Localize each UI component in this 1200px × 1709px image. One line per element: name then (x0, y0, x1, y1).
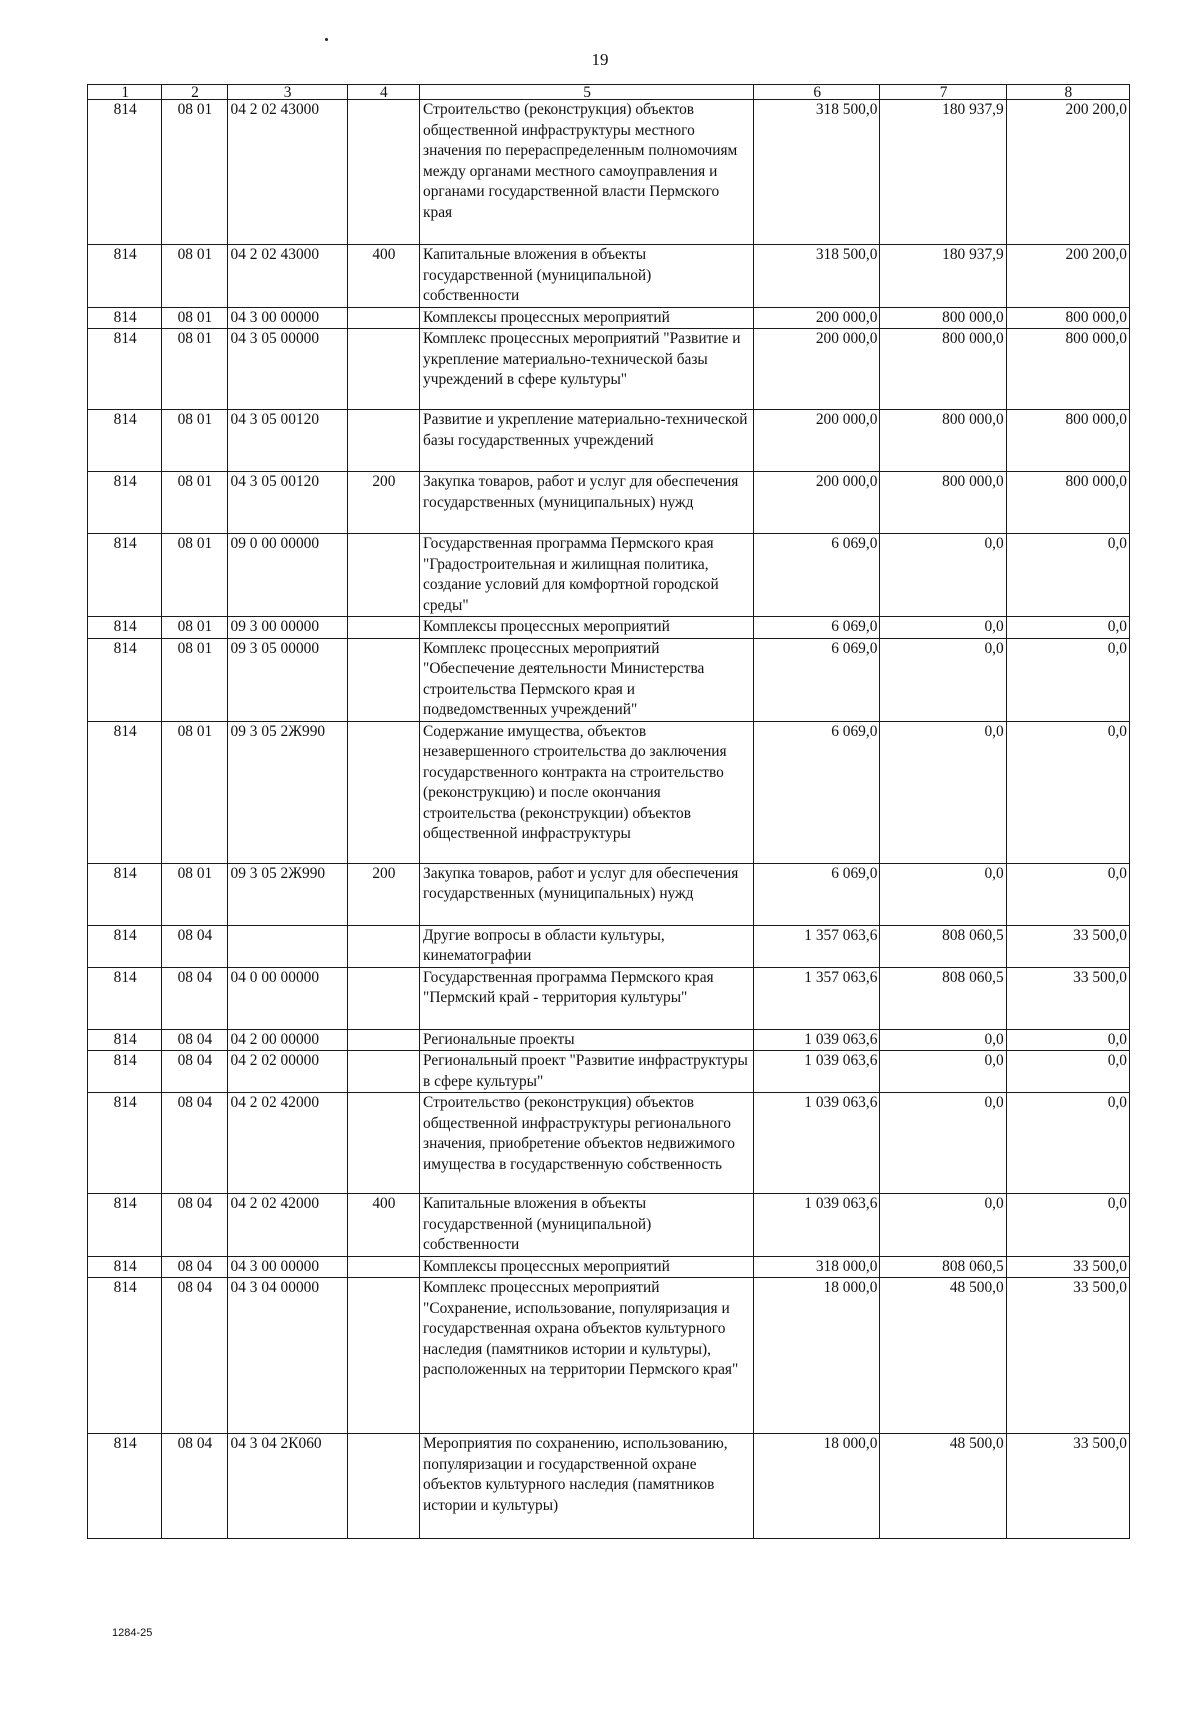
table-row (88, 863, 1130, 925)
header-col-2: 2 (162, 85, 227, 100)
cell-target-article: 04 3 00 00000 (227, 1256, 347, 1278)
cell-amount-2025: 6 069,0 (754, 534, 880, 617)
cell-target-article: 04 0 00 00000 (227, 967, 347, 1029)
table-row (88, 307, 1130, 329)
cell-expense-type (347, 1256, 419, 1278)
cell-target-article (227, 925, 347, 967)
cell-expense-type (347, 967, 419, 1029)
table-row (88, 329, 1130, 410)
cell-amount-2025: 18 000,0 (754, 1278, 880, 1434)
cell-target-article: 04 2 02 43000 (227, 100, 347, 245)
cell-item-name: Закупка товаров, работ и услуг для обеспечения государственных (муниципальных) нужд (420, 863, 754, 925)
cell-amount-2027: 200 200,0 (1006, 245, 1129, 308)
cell-admin-code: 814 (88, 863, 162, 925)
cell-item-name: Строительство (реконструкция) объектов общественной инфраструктуры местного значения по перераспределенным полномочиям между органами местного самоуправления и органами государственной власти Пермского края (420, 100, 754, 245)
cell-amount-2027: 0,0 (1006, 863, 1129, 925)
cell-admin-code: 814 (88, 721, 162, 863)
cell-amount-2025: 6 069,0 (754, 617, 880, 639)
cell-item-name: Другие вопросы в области культуры, кинематографии (420, 925, 754, 967)
cell-section-code: 08 04 (162, 1278, 227, 1434)
cell-section-code: 08 01 (162, 329, 227, 410)
document-code: 1284-25 (112, 1627, 153, 1639)
cell-item-name: Строительство (реконструкция) объектов общественной инфраструктуры регионального значения, приобретение объектов недвижимого имущества в государственную собственность (420, 1093, 754, 1194)
table-row (88, 638, 1130, 721)
cell-amount-2026: 808 060,5 (880, 967, 1006, 1029)
cell-admin-code: 814 (88, 1434, 162, 1539)
cell-amount-2027: 33 500,0 (1006, 1278, 1129, 1434)
cell-amount-2026: 0,0 (880, 534, 1006, 617)
cell-admin-code: 814 (88, 617, 162, 639)
cell-amount-2027: 200 200,0 (1006, 100, 1129, 245)
table-row (88, 1434, 1130, 1539)
cell-item-name: Комплекс процессных мероприятий "Обеспечение деятельности Министерства строительства Пермского края и подведомственных учреждений" (420, 638, 754, 721)
cell-item-name: Государственная программа Пермского края "Пермский край - территория культуры" (420, 967, 754, 1029)
cell-expense-type (347, 617, 419, 639)
cell-section-code: 08 01 (162, 472, 227, 534)
cell-target-article: 04 2 02 00000 (227, 1051, 347, 1093)
header-col-7: 7 (880, 85, 1006, 100)
cell-section-code: 08 04 (162, 1256, 227, 1278)
cell-expense-type (347, 638, 419, 721)
cell-item-name: Комплекс процессных мероприятий "Развитие и укрепление материально-технической базы учреждений в сфере культуры" (420, 329, 754, 410)
header-col-1: 1 (88, 85, 162, 100)
cell-item-name: Комплексы процессных мероприятий (420, 1256, 754, 1278)
cell-target-article: 09 0 00 00000 (227, 534, 347, 617)
header-col-3: 3 (227, 85, 347, 100)
cell-section-code: 08 01 (162, 307, 227, 329)
cell-expense-type: 400 (347, 245, 419, 308)
cell-expense-type (347, 1051, 419, 1093)
cell-amount-2025: 1 039 063,6 (754, 1093, 880, 1194)
cell-amount-2025: 1 039 063,6 (754, 1194, 880, 1257)
cell-amount-2026: 0,0 (880, 863, 1006, 925)
cell-expense-type (347, 1278, 419, 1434)
cell-amount-2026: 800 000,0 (880, 472, 1006, 534)
cell-admin-code: 814 (88, 967, 162, 1029)
cell-admin-code: 814 (88, 1256, 162, 1278)
cell-amount-2025: 200 000,0 (754, 410, 880, 472)
cell-amount-2027: 0,0 (1006, 1093, 1129, 1194)
cell-item-name: Комплексы процессных мероприятий (420, 617, 754, 639)
table-row (88, 1029, 1130, 1051)
cell-amount-2026: 0,0 (880, 1093, 1006, 1194)
cell-target-article: 04 3 05 00000 (227, 329, 347, 410)
cell-section-code: 08 01 (162, 638, 227, 721)
table-row (88, 967, 1130, 1029)
table-row (88, 925, 1130, 967)
cell-amount-2025: 318 500,0 (754, 100, 880, 245)
cell-section-code: 08 04 (162, 1093, 227, 1194)
cell-amount-2026: 808 060,5 (880, 925, 1006, 967)
cell-amount-2026: 800 000,0 (880, 307, 1006, 329)
header-col-8: 8 (1006, 85, 1129, 100)
cell-item-name: Региональный проект "Развитие инфраструктуры в сфере культуры" (420, 1051, 754, 1093)
cell-expense-type (347, 307, 419, 329)
table-row (88, 472, 1130, 534)
table-header-row (88, 85, 1130, 100)
cell-target-article: 04 3 05 00120 (227, 410, 347, 472)
cell-admin-code: 814 (88, 410, 162, 472)
table-row (88, 617, 1130, 639)
cell-amount-2026: 0,0 (880, 617, 1006, 639)
cell-amount-2026: 800 000,0 (880, 329, 1006, 410)
cell-target-article: 09 3 05 00000 (227, 638, 347, 721)
cell-amount-2025: 1 039 063,6 (754, 1051, 880, 1093)
table-row (88, 534, 1130, 617)
cell-expense-type (347, 925, 419, 967)
cell-expense-type (347, 1029, 419, 1051)
cell-admin-code: 814 (88, 638, 162, 721)
cell-amount-2027: 800 000,0 (1006, 410, 1129, 472)
cell-expense-type: 200 (347, 472, 419, 534)
cell-amount-2027: 800 000,0 (1006, 307, 1129, 329)
cell-admin-code: 814 (88, 100, 162, 245)
cell-amount-2027: 33 500,0 (1006, 1434, 1129, 1539)
cell-amount-2027: 0,0 (1006, 721, 1129, 863)
cell-amount-2026: 48 500,0 (880, 1434, 1006, 1539)
cell-admin-code: 814 (88, 307, 162, 329)
cell-amount-2027: 0,0 (1006, 617, 1129, 639)
cell-target-article: 09 3 05 2Ж990 (227, 721, 347, 863)
cell-admin-code: 814 (88, 1029, 162, 1051)
header-col-6: 6 (754, 85, 880, 100)
cell-expense-type (347, 100, 419, 245)
table-row (88, 1278, 1130, 1434)
cell-expense-type (347, 410, 419, 472)
cell-section-code: 08 04 (162, 925, 227, 967)
cell-amount-2025: 200 000,0 (754, 472, 880, 534)
cell-amount-2027: 33 500,0 (1006, 1256, 1129, 1278)
cell-amount-2027: 800 000,0 (1006, 329, 1129, 410)
cell-item-name: Государственная программа Пермского края "Градостроительная и жилищная политика, создание условий для комфортной городской среды" (420, 534, 754, 617)
cell-item-name: Закупка товаров, работ и услуг для обеспечения государственных (муниципальных) нужд (420, 472, 754, 534)
cell-item-name: Мероприятия по сохранению, использованию, популяризации и государственной охране объектов культурного наследия (памятников истории и культуры) (420, 1434, 754, 1539)
cell-target-article: 04 2 02 42000 (227, 1093, 347, 1194)
cell-amount-2027: 0,0 (1006, 534, 1129, 617)
table-row (88, 1093, 1130, 1194)
cell-target-article: 04 3 04 00000 (227, 1278, 347, 1434)
cell-admin-code: 814 (88, 1194, 162, 1257)
cell-section-code: 08 04 (162, 967, 227, 1029)
table-row (88, 721, 1130, 863)
cell-amount-2026: 0,0 (880, 638, 1006, 721)
cell-target-article: 04 2 02 42000 (227, 1194, 347, 1257)
cell-item-name: Комплексы процессных мероприятий (420, 307, 754, 329)
table-row (88, 1051, 1130, 1093)
page-number: 19 (591, 50, 609, 69)
cell-amount-2025: 1 357 063,6 (754, 967, 880, 1029)
cell-item-name: Комплекс процессных мероприятий "Сохранение, использование, популяризация и государственная охрана объектов культурного наследия (памятников истории и культуры), расположенных на территории Пермского края" (420, 1278, 754, 1434)
cell-amount-2026: 0,0 (880, 721, 1006, 863)
cell-amount-2025: 1 039 063,6 (754, 1029, 880, 1051)
cell-section-code: 08 01 (162, 100, 227, 245)
cell-expense-type (347, 329, 419, 410)
cell-expense-type: 200 (347, 863, 419, 925)
cell-section-code: 08 01 (162, 410, 227, 472)
cell-item-name: Капитальные вложения в объекты государственной (муниципальной) собственности (420, 1194, 754, 1257)
cell-target-article: 04 3 04 2К060 (227, 1434, 347, 1539)
cell-target-article: 04 3 00 00000 (227, 307, 347, 329)
cell-item-name: Развитие и укрепление материально-технической базы государственных учреждений (420, 410, 754, 472)
cell-amount-2027: 0,0 (1006, 638, 1129, 721)
cell-amount-2027: 0,0 (1006, 1051, 1129, 1093)
cell-amount-2027: 33 500,0 (1006, 925, 1129, 967)
cell-target-article: 04 3 05 00120 (227, 472, 347, 534)
cell-target-article: 04 2 00 00000 (227, 1029, 347, 1051)
cell-amount-2025: 200 000,0 (754, 329, 880, 410)
cell-section-code: 08 04 (162, 1051, 227, 1093)
cell-admin-code: 814 (88, 1093, 162, 1194)
table-body (88, 100, 1130, 1539)
cell-amount-2026: 48 500,0 (880, 1278, 1006, 1434)
cell-amount-2026: 180 937,9 (880, 100, 1006, 245)
cell-target-article: 04 2 02 43000 (227, 245, 347, 308)
table-row (88, 245, 1130, 308)
table-row (88, 1194, 1130, 1257)
cell-amount-2026: 0,0 (880, 1029, 1006, 1051)
table-row (88, 410, 1130, 472)
cell-amount-2025: 18 000,0 (754, 1434, 880, 1539)
cell-amount-2025: 6 069,0 (754, 863, 880, 925)
cell-amount-2027: 0,0 (1006, 1194, 1129, 1257)
cell-amount-2027: 800 000,0 (1006, 472, 1129, 534)
header-col-4: 4 (347, 85, 419, 100)
cell-target-article: 09 3 00 00000 (227, 617, 347, 639)
cell-amount-2025: 6 069,0 (754, 638, 880, 721)
cell-expense-type (347, 1434, 419, 1539)
cell-expense-type: 400 (347, 1194, 419, 1257)
cell-section-code: 08 01 (162, 534, 227, 617)
cell-expense-type (347, 534, 419, 617)
cell-admin-code: 814 (88, 329, 162, 410)
cell-item-name: Капитальные вложения в объекты государственной (муниципальной) собственности (420, 245, 754, 308)
cell-amount-2027: 33 500,0 (1006, 967, 1129, 1029)
cell-admin-code: 814 (88, 472, 162, 534)
cell-admin-code: 814 (88, 534, 162, 617)
cell-amount-2026: 800 000,0 (880, 410, 1006, 472)
cell-expense-type (347, 721, 419, 863)
cell-expense-type (347, 1093, 419, 1194)
cell-section-code: 08 01 (162, 721, 227, 863)
cell-amount-2026: 808 060,5 (880, 1256, 1006, 1278)
header-col-5: 5 (420, 85, 754, 100)
table-row (88, 1256, 1130, 1278)
cell-item-name: Содержание имущества, объектов незавершенного строительства до заключения государственного контракта на строительство (реконструкцию) и после окончания строительства (реконструкции) объектов общественной инфраструктуры (420, 721, 754, 863)
scan-speck (325, 38, 328, 41)
cell-item-name: Региональные проекты (420, 1029, 754, 1051)
cell-amount-2026: 0,0 (880, 1051, 1006, 1093)
cell-admin-code: 814 (88, 1051, 162, 1093)
cell-amount-2025: 6 069,0 (754, 721, 880, 863)
cell-amount-2027: 0,0 (1006, 1029, 1129, 1051)
cell-section-code: 08 01 (162, 245, 227, 308)
cell-amount-2025: 318 500,0 (754, 245, 880, 308)
budget-table (87, 84, 1130, 1539)
cell-amount-2025: 318 000,0 (754, 1256, 880, 1278)
cell-target-article: 09 3 05 2Ж990 (227, 863, 347, 925)
cell-admin-code: 814 (88, 245, 162, 308)
table-row (88, 100, 1130, 245)
cell-section-code: 08 04 (162, 1029, 227, 1051)
cell-section-code: 08 04 (162, 1434, 227, 1539)
cell-section-code: 08 01 (162, 863, 227, 925)
cell-section-code: 08 01 (162, 617, 227, 639)
cell-section-code: 08 04 (162, 1194, 227, 1257)
cell-admin-code: 814 (88, 925, 162, 967)
cell-amount-2025: 200 000,0 (754, 307, 880, 329)
cell-amount-2025: 1 357 063,6 (754, 925, 880, 967)
cell-amount-2026: 180 937,9 (880, 245, 1006, 308)
cell-admin-code: 814 (88, 1278, 162, 1434)
cell-amount-2026: 0,0 (880, 1194, 1006, 1257)
